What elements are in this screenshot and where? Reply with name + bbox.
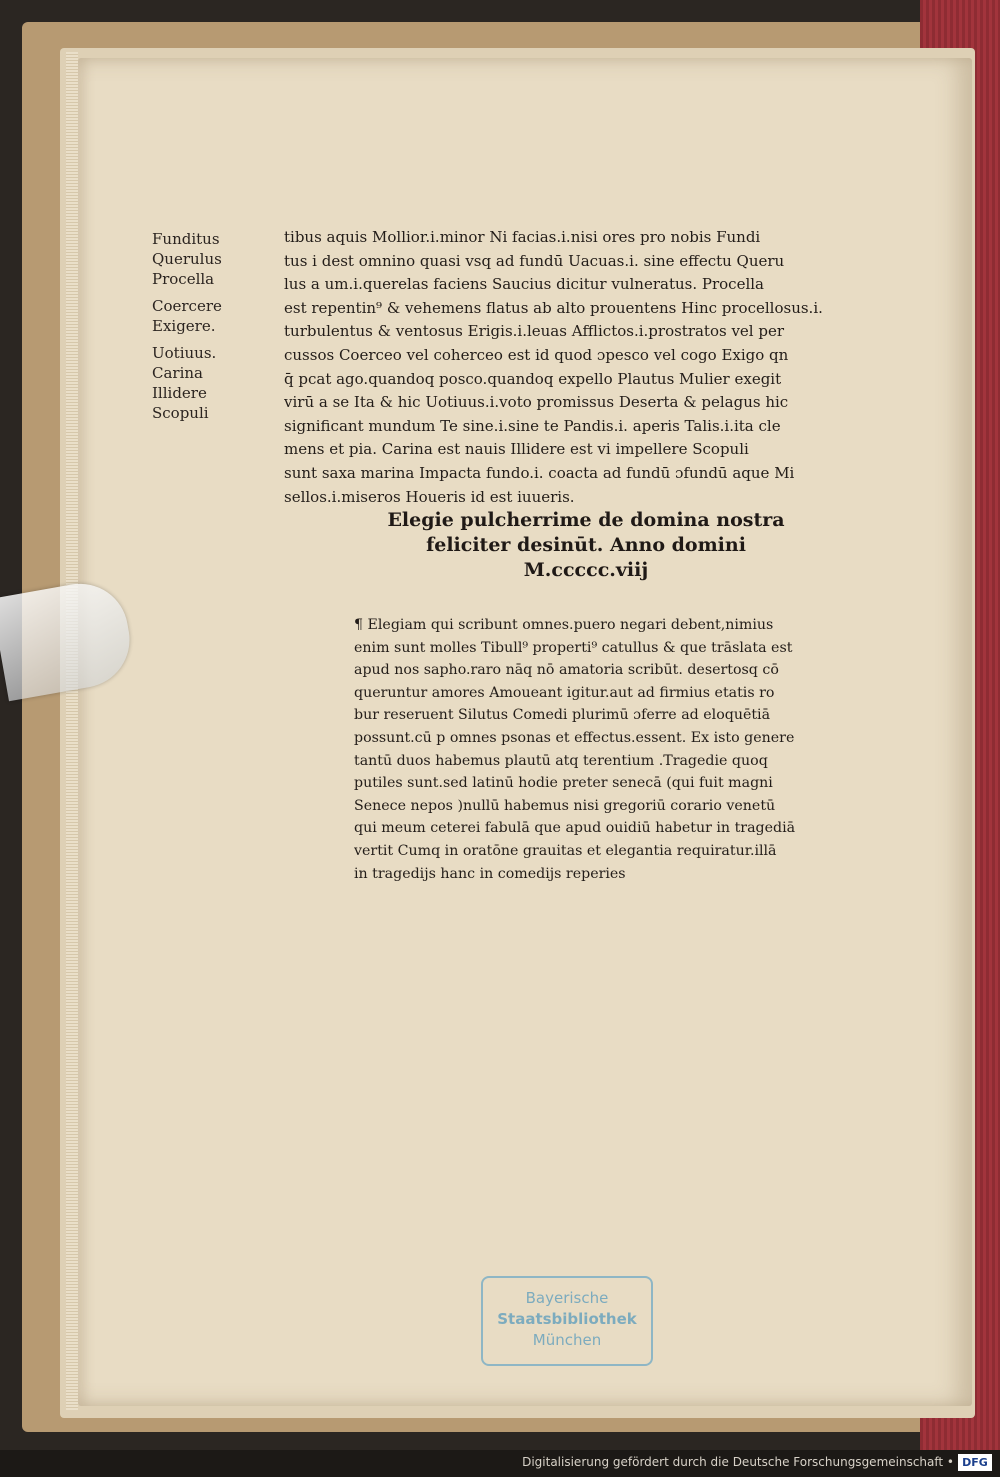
gloss-item: Querulus: [152, 250, 222, 268]
stamp-line: München: [532, 1331, 602, 1349]
text-line: putiles sunt.sed latinū hodie preter senecā (qui fuit magni: [354, 775, 773, 792]
gloss-item: Uotiuus.: [152, 344, 217, 362]
text-line: queruntur amores Amoueant igitur.aut ad firmius etatis ro: [354, 684, 775, 701]
stamp-line: Staatsbibliothek: [497, 1310, 637, 1328]
colophon-date: M.ccccc.viij: [523, 559, 649, 581]
dfg-logo: DFG: [958, 1454, 992, 1471]
funding-credit: Digitalisierung gefördert durch die Deutsche Forschungsgemeinschaft •: [522, 1455, 954, 1469]
text-line: vertit Cumq in oratōne grauitas et elegantia requiratur.illā: [354, 842, 777, 859]
gloss-item: Coercere: [152, 297, 222, 315]
text-line: q̄ pcat ago.quandoq posco.quandoq expello Plautus Mulier exegit: [284, 369, 782, 388]
text-line: ¶ Elegiam qui scribunt omnes.puero negari debent,nimius: [354, 617, 774, 633]
gloss-item: Illidere: [152, 384, 207, 402]
page-edges: [66, 52, 78, 1410]
gloss-item: Carina: [152, 364, 203, 382]
colophon-line: Elegie pulcherrime de domina nostra: [387, 509, 785, 531]
colophon: [376, 508, 796, 583]
text-line: Senece nepos )nullū habemus nisi gregoriū corario venetū: [354, 797, 776, 814]
preface-text: [354, 614, 874, 885]
text-line: mens et pia. Carina est nauis Illidere est vi impellere Scopuli: [284, 440, 749, 459]
text-line: tibus aquis Mollior.i.minor Ni facias.i.nisi ores pro nobis Fundi: [284, 228, 761, 246]
text-line: turbulentus & ventosus Erigis.i.leuas Afflictos.i.prostratos vel per: [284, 322, 785, 341]
text-line: tantū duos habemus plautū atq terentium .Tragedie quoq: [354, 752, 768, 769]
text-line: tus i dest omnino quasi vsq ad fundū Uacuas.i. sine effectu Queru: [284, 251, 785, 270]
text-line: bur reseruent Silutus Comedi plurimū ɔferre ad eloquētiā: [354, 707, 771, 724]
text-line: lus a um.i.querelas faciens Saucius dicitur vulneratus. Procella: [284, 275, 764, 294]
text-line: significant mundum Te sine.i.sine te Pandis.i. aperis Talis.i.ita cle: [284, 416, 781, 435]
library-stamp: [481, 1276, 653, 1366]
text-line: enim sunt molles Tibull⁹ properti⁹ catullus & que trāslata est: [354, 639, 793, 656]
marginal-glosses: [152, 229, 267, 423]
text-line: apud nos sapho.raro nāq nō amatoria scribūt. desertosq cō: [354, 662, 779, 679]
text-line: virū a se Ita & hic Uotiuus.i.voto promissus Deserta & pelagus hic: [284, 393, 789, 412]
gloss-item: Scopuli: [152, 404, 209, 422]
gloss-item: Exigere.: [152, 317, 216, 335]
text-line: possunt.cū p omnes psonas et effectus.essent. Ex isto genere: [354, 729, 795, 746]
text-line: cussos Coerceo vel coherceo est id quod ɔpesco vel cogo Exigo qn: [284, 345, 789, 364]
commentary-text: [284, 226, 904, 509]
text-line: sellos.i.miseros Houeris id est iuueris.: [284, 487, 575, 506]
gloss-item: Procella: [152, 270, 215, 288]
text-line: in tragedijs hanc in comedijs reperies: [354, 865, 626, 882]
text-line: qui meum ceterei fabulā que apud ouidiū habetur in tragediā: [354, 820, 796, 837]
text-line: sunt saxa marina Impacta fundo.i. coacta ad fundū ɔfundū aque Mi: [284, 463, 795, 482]
stamp-line: Bayerische: [525, 1289, 609, 1307]
colophon-line: feliciter desinūt. Anno domini: [426, 534, 746, 556]
text-line: est repentin⁹ & vehemens flatus ab alto prouentens Hinc procellosus.i.: [284, 298, 823, 317]
footer-bar: [0, 1450, 1000, 1477]
gloss-item: Funditus: [152, 230, 220, 248]
